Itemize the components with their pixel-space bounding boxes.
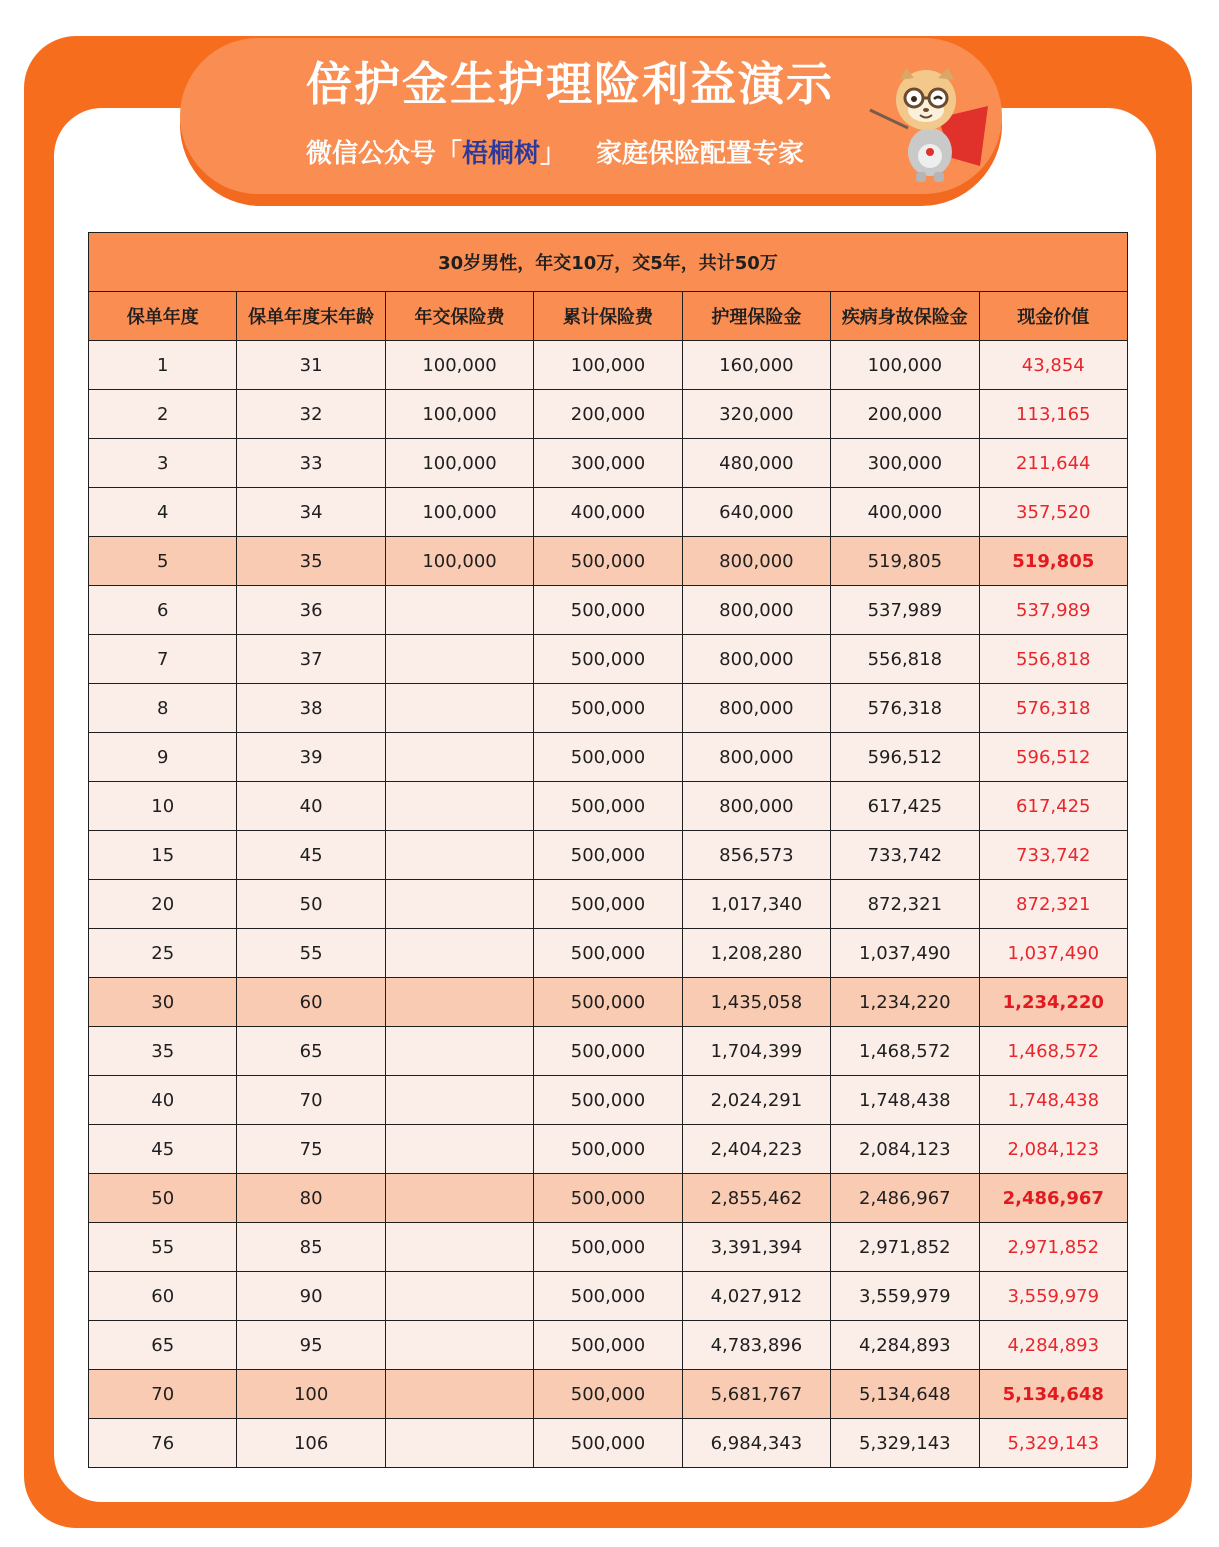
care-benefit-cell: 1,435,058 <box>682 978 830 1027</box>
policy-year-cell: 25 <box>89 929 237 978</box>
cumulative-premium-cell: 500,000 <box>534 1027 682 1076</box>
cash-value-cell: 733,742 <box>979 831 1127 880</box>
annual-premium-cell: 100,000 <box>385 439 533 488</box>
cumulative-premium-cell: 500,000 <box>534 537 682 586</box>
table-caption: 30岁男性，年交10万，交5年，共计50万 <box>89 233 1128 292</box>
death-benefit-cell: 300,000 <box>831 439 979 488</box>
policy-year-cell: 15 <box>89 831 237 880</box>
policy-year-cell: 70 <box>89 1370 237 1419</box>
death-benefit-cell: 100,000 <box>831 341 979 390</box>
cumulative-premium-cell: 500,000 <box>534 1223 682 1272</box>
table-row <box>89 341 1128 390</box>
policy-year-cell: 30 <box>89 978 237 1027</box>
cash-value-cell: 596,512 <box>979 733 1127 782</box>
cumulative-premium-cell: 500,000 <box>534 1370 682 1419</box>
policy-year-cell: 2 <box>89 390 237 439</box>
care-benefit-cell: 320,000 <box>682 390 830 439</box>
table-row <box>89 488 1128 537</box>
death-benefit-cell: 1,234,220 <box>831 978 979 1027</box>
care-benefit-cell: 2,404,223 <box>682 1125 830 1174</box>
annual-premium-cell: 100,000 <box>385 488 533 537</box>
cash-value-cell: 3,559,979 <box>979 1272 1127 1321</box>
age-cell: 37 <box>237 635 385 684</box>
annual-premium-cell <box>385 1370 533 1419</box>
age-cell: 38 <box>237 684 385 733</box>
col-cash-value-header: 现金价值 <box>979 292 1127 341</box>
age-cell: 55 <box>237 929 385 978</box>
policy-year-cell: 10 <box>89 782 237 831</box>
death-benefit-cell: 872,321 <box>831 880 979 929</box>
age-cell: 95 <box>237 1321 385 1370</box>
table-row <box>89 1027 1128 1076</box>
annual-premium-cell: 100,000 <box>385 341 533 390</box>
policy-year-cell: 6 <box>89 586 237 635</box>
age-cell: 40 <box>237 782 385 831</box>
age-cell: 35 <box>237 537 385 586</box>
death-benefit-cell: 2,084,123 <box>831 1125 979 1174</box>
annual-premium-cell <box>385 684 533 733</box>
cash-value-cell: 43,854 <box>979 341 1127 390</box>
care-benefit-cell: 480,000 <box>682 439 830 488</box>
cash-value-cell: 211,644 <box>979 439 1127 488</box>
cumulative-premium-cell: 500,000 <box>534 733 682 782</box>
policy-year-cell: 7 <box>89 635 237 684</box>
cumulative-premium-cell: 500,000 <box>534 1125 682 1174</box>
annual-premium-cell <box>385 831 533 880</box>
subtitle-tagline: 家庭保险配置专家 <box>596 139 805 169</box>
table-row <box>89 1419 1128 1468</box>
death-benefit-cell: 2,486,967 <box>831 1174 979 1223</box>
care-benefit-cell: 4,783,896 <box>682 1321 830 1370</box>
care-benefit-cell: 160,000 <box>682 341 830 390</box>
table-row <box>89 1125 1128 1174</box>
policy-year-cell: 8 <box>89 684 237 733</box>
cash-value-cell: 2,971,852 <box>979 1223 1127 1272</box>
cumulative-premium-cell: 500,000 <box>534 1419 682 1468</box>
table-row <box>89 390 1128 439</box>
death-benefit-cell: 1,748,438 <box>831 1076 979 1125</box>
cumulative-premium-cell: 500,000 <box>534 1174 682 1223</box>
cash-value-cell: 872,321 <box>979 880 1127 929</box>
cumulative-premium-cell: 500,000 <box>534 586 682 635</box>
cumulative-premium-cell: 500,000 <box>534 635 682 684</box>
cumulative-premium-cell: 500,000 <box>534 684 682 733</box>
cash-value-cell: 617,425 <box>979 782 1127 831</box>
table-row <box>89 880 1128 929</box>
care-benefit-cell: 6,984,343 <box>682 1419 830 1468</box>
care-benefit-cell: 800,000 <box>682 684 830 733</box>
table-row <box>89 782 1128 831</box>
death-benefit-cell: 400,000 <box>831 488 979 537</box>
annual-premium-cell <box>385 1321 533 1370</box>
death-benefit-cell: 3,559,979 <box>831 1272 979 1321</box>
table-row <box>89 635 1128 684</box>
age-cell: 34 <box>237 488 385 537</box>
cash-value-cell: 556,818 <box>979 635 1127 684</box>
care-benefit-cell: 2,855,462 <box>682 1174 830 1223</box>
cumulative-premium-cell: 400,000 <box>534 488 682 537</box>
care-benefit-cell: 3,391,394 <box>682 1223 830 1272</box>
cash-value-cell: 4,284,893 <box>979 1321 1127 1370</box>
table-row <box>89 1174 1128 1223</box>
policy-year-cell: 55 <box>89 1223 237 1272</box>
mascot-icon <box>868 66 998 184</box>
annual-premium-cell <box>385 929 533 978</box>
table-row <box>89 1321 1128 1370</box>
col-care-benefit-header: 护理保险金 <box>682 292 830 341</box>
policy-year-cell: 60 <box>89 1272 237 1321</box>
age-cell: 32 <box>237 390 385 439</box>
table-row <box>89 439 1128 488</box>
policy-year-cell: 20 <box>89 880 237 929</box>
cumulative-premium-cell: 300,000 <box>534 439 682 488</box>
col-death-benefit-header: 疾病身故保险金 <box>831 292 979 341</box>
age-cell: 31 <box>237 341 385 390</box>
policy-year-cell: 40 <box>89 1076 237 1125</box>
policy-year-cell: 4 <box>89 488 237 537</box>
cumulative-premium-cell: 500,000 <box>534 782 682 831</box>
subtitle <box>180 134 930 174</box>
care-benefit-cell: 800,000 <box>682 733 830 782</box>
table-row <box>89 684 1128 733</box>
death-benefit-cell: 556,818 <box>831 635 979 684</box>
cash-value-cell: 5,329,143 <box>979 1419 1127 1468</box>
cumulative-premium-cell: 500,000 <box>534 880 682 929</box>
care-benefit-cell: 5,681,767 <box>682 1370 830 1419</box>
care-benefit-cell: 2,024,291 <box>682 1076 830 1125</box>
benefit-table <box>88 232 1128 1468</box>
cash-value-cell: 1,037,490 <box>979 929 1127 978</box>
care-benefit-cell: 800,000 <box>682 537 830 586</box>
age-cell: 36 <box>237 586 385 635</box>
care-benefit-cell: 640,000 <box>682 488 830 537</box>
cash-value-cell: 1,468,572 <box>979 1027 1127 1076</box>
care-benefit-cell: 800,000 <box>682 635 830 684</box>
care-benefit-cell: 1,704,399 <box>682 1027 830 1076</box>
annual-premium-cell <box>385 1419 533 1468</box>
table-row <box>89 733 1128 782</box>
age-cell: 75 <box>237 1125 385 1174</box>
age-cell: 60 <box>237 978 385 1027</box>
death-benefit-cell: 1,037,490 <box>831 929 979 978</box>
death-benefit-cell: 5,134,648 <box>831 1370 979 1419</box>
cash-value-cell: 5,134,648 <box>979 1370 1127 1419</box>
table-row <box>89 1370 1128 1419</box>
annual-premium-cell: 100,000 <box>385 537 533 586</box>
table-row <box>89 586 1128 635</box>
death-benefit-cell: 596,512 <box>831 733 979 782</box>
death-benefit-cell: 5,329,143 <box>831 1419 979 1468</box>
page-title: 倍护金生护理险利益演示 <box>306 57 834 111</box>
cumulative-premium-cell: 500,000 <box>534 1076 682 1125</box>
cumulative-premium-cell: 500,000 <box>534 1272 682 1321</box>
policy-year-cell: 65 <box>89 1321 237 1370</box>
age-cell: 85 <box>237 1223 385 1272</box>
table-row <box>89 1272 1128 1321</box>
policy-year-cell: 45 <box>89 1125 237 1174</box>
col-cumulative-premium-header: 累计保险费 <box>534 292 682 341</box>
cash-value-cell: 1,234,220 <box>979 978 1127 1027</box>
policy-year-cell: 5 <box>89 537 237 586</box>
age-cell: 80 <box>237 1174 385 1223</box>
cumulative-premium-cell: 100,000 <box>534 341 682 390</box>
age-cell: 106 <box>237 1419 385 1468</box>
subtitle-suffix: 」 <box>540 139 567 169</box>
death-benefit-cell: 2,971,852 <box>831 1223 979 1272</box>
cumulative-premium-cell: 500,000 <box>534 1321 682 1370</box>
annual-premium-cell <box>385 1027 533 1076</box>
policy-year-cell: 35 <box>89 1027 237 1076</box>
death-benefit-cell: 576,318 <box>831 684 979 733</box>
age-cell: 90 <box>237 1272 385 1321</box>
age-cell: 39 <box>237 733 385 782</box>
annual-premium-cell <box>385 635 533 684</box>
annual-premium-cell: 100,000 <box>385 390 533 439</box>
age-cell: 70 <box>237 1076 385 1125</box>
policy-year-cell: 76 <box>89 1419 237 1468</box>
care-benefit-cell: 4,027,912 <box>682 1272 830 1321</box>
death-benefit-cell: 537,989 <box>831 586 979 635</box>
death-benefit-cell: 200,000 <box>831 390 979 439</box>
age-cell: 100 <box>237 1370 385 1419</box>
annual-premium-cell <box>385 978 533 1027</box>
policy-year-cell: 9 <box>89 733 237 782</box>
age-cell: 33 <box>237 439 385 488</box>
age-cell: 50 <box>237 880 385 929</box>
death-benefit-cell: 4,284,893 <box>831 1321 979 1370</box>
care-benefit-cell: 1,017,340 <box>682 880 830 929</box>
annual-premium-cell <box>385 1125 533 1174</box>
cumulative-premium-cell: 500,000 <box>534 978 682 1027</box>
death-benefit-cell: 733,742 <box>831 831 979 880</box>
cash-value-cell: 357,520 <box>979 488 1127 537</box>
table-row <box>89 978 1128 1027</box>
table-row <box>89 1223 1128 1272</box>
table-row <box>89 537 1128 586</box>
policy-year-cell: 50 <box>89 1174 237 1223</box>
col-annual-premium-header: 年交保险费 <box>385 292 533 341</box>
policy-year-cell: 3 <box>89 439 237 488</box>
col-policy-year-header: 保单年度 <box>89 292 237 341</box>
annual-premium-cell <box>385 782 533 831</box>
age-cell: 65 <box>237 1027 385 1076</box>
table-row <box>89 1076 1128 1125</box>
annual-premium-cell <box>385 733 533 782</box>
table-row <box>89 929 1128 978</box>
policy-year-cell: 1 <box>89 341 237 390</box>
death-benefit-cell: 617,425 <box>831 782 979 831</box>
cumulative-premium-cell: 200,000 <box>534 390 682 439</box>
care-benefit-cell: 800,000 <box>682 586 830 635</box>
table-row <box>89 831 1128 880</box>
annual-premium-cell <box>385 1076 533 1125</box>
brand-name: 梧桐树 <box>461 139 540 169</box>
cash-value-cell: 2,486,967 <box>979 1174 1127 1223</box>
cumulative-premium-cell: 500,000 <box>534 929 682 978</box>
cash-value-cell: 519,805 <box>979 537 1127 586</box>
subtitle-prefix: 微信公众号「 <box>305 139 462 169</box>
cash-value-cell: 113,165 <box>979 390 1127 439</box>
col-age-header: 保单年度末年龄 <box>237 292 385 341</box>
annual-premium-cell <box>385 586 533 635</box>
age-cell: 45 <box>237 831 385 880</box>
cumulative-premium-cell: 500,000 <box>534 831 682 880</box>
annual-premium-cell <box>385 1174 533 1223</box>
annual-premium-cell <box>385 1272 533 1321</box>
cash-value-cell: 2,084,123 <box>979 1125 1127 1174</box>
care-benefit-cell: 800,000 <box>682 782 830 831</box>
annual-premium-cell <box>385 880 533 929</box>
cash-value-cell: 537,989 <box>979 586 1127 635</box>
cash-value-cell: 576,318 <box>979 684 1127 733</box>
cash-value-cell: 1,748,438 <box>979 1076 1127 1125</box>
annual-premium-cell <box>385 1223 533 1272</box>
death-benefit-cell: 1,468,572 <box>831 1027 979 1076</box>
death-benefit-cell: 519,805 <box>831 537 979 586</box>
care-benefit-cell: 856,573 <box>682 831 830 880</box>
care-benefit-cell: 1,208,280 <box>682 929 830 978</box>
